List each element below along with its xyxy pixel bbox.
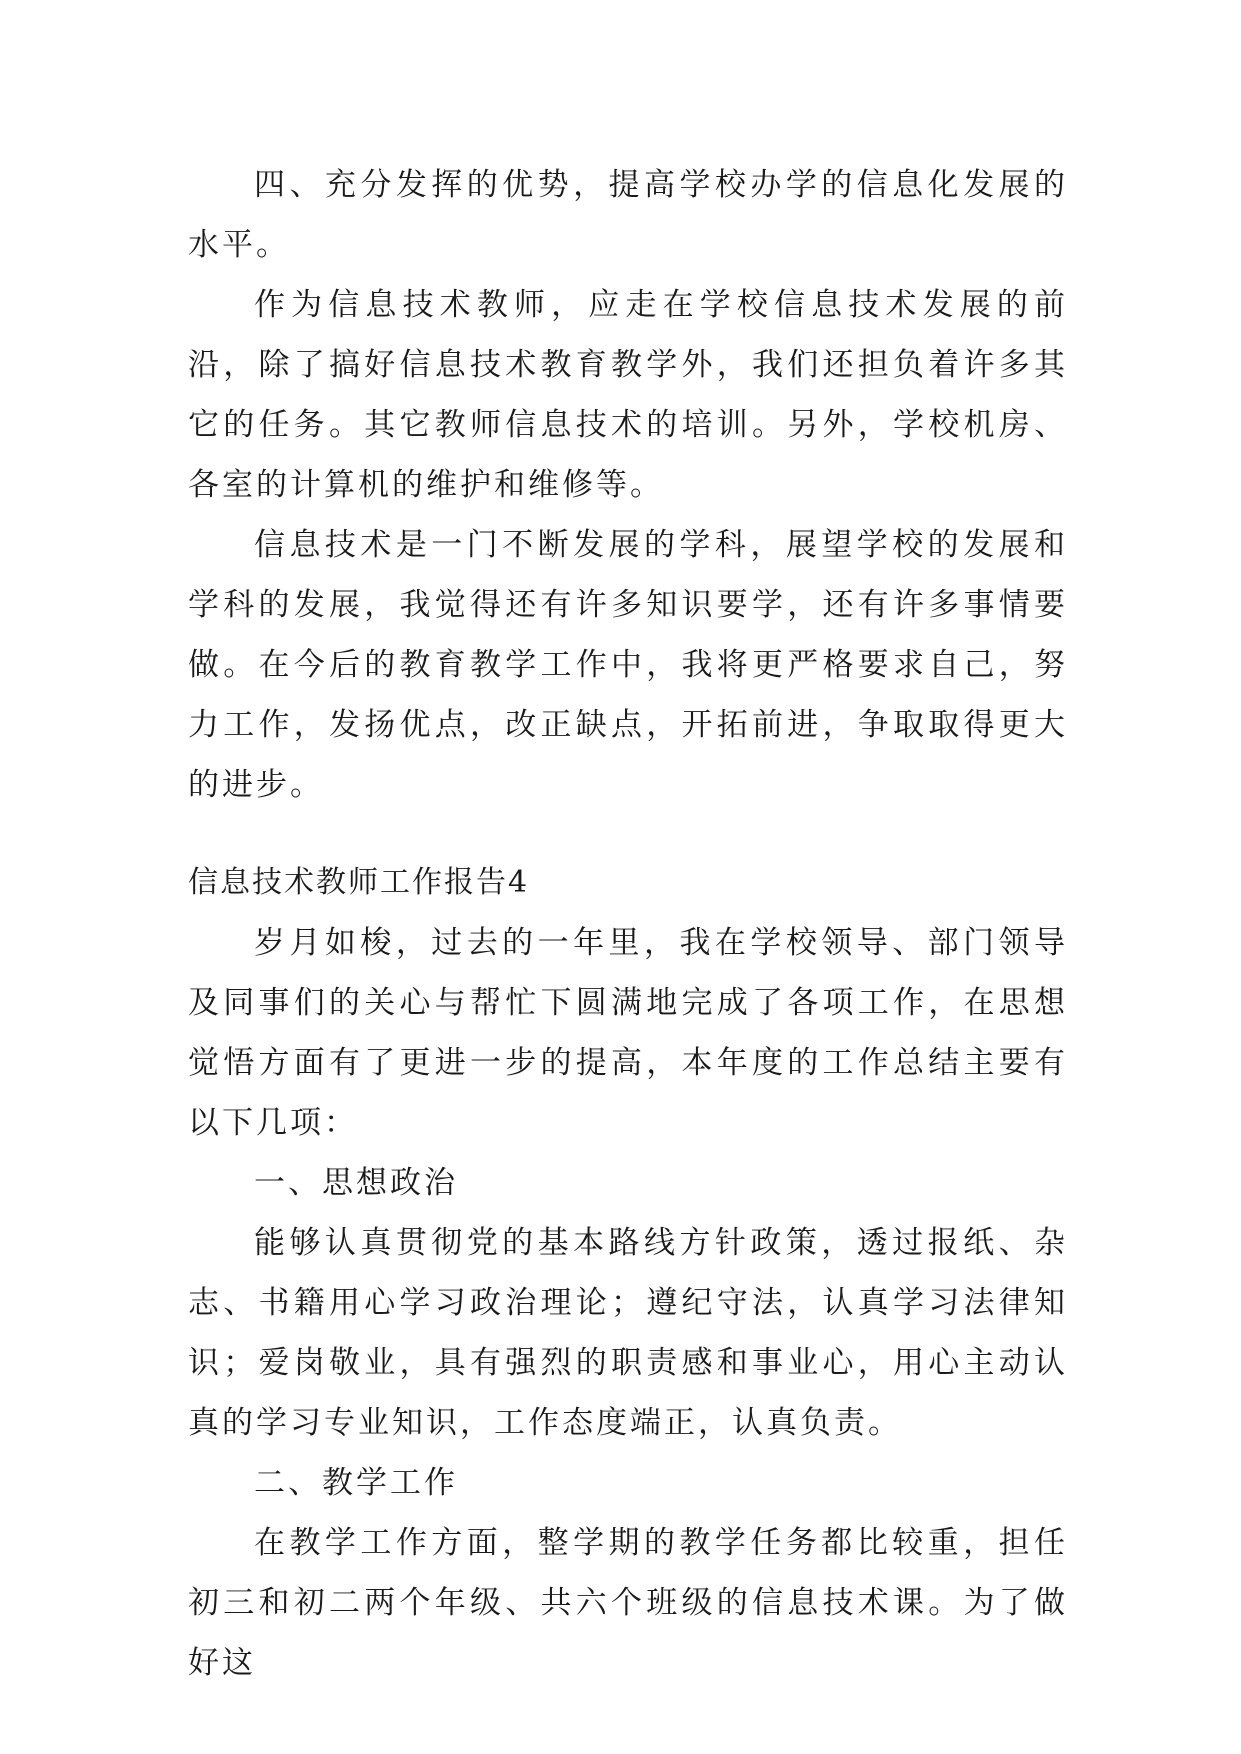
paragraph-year-summary: 岁月如梭，过去的一年里，我在学校领导、部门领导及同事们的关心与帮忙下圆满地完成了各项工作，在思想觉悟方面有了更进一步的提高，本年度的工作总结主要有以下几项： (188, 925, 1068, 1141)
paragraph-ideology: 能够认真贯彻党的基本路线方针政策，透过报纸、杂志、书籍用心学习政治理论；遵纪守法，认真学习法律知识；爱岗敬业，具有强烈的职责感和事业心，用心主动认真的学习专业知识，工作态度端正，认真负责。 (188, 1225, 1068, 1441)
paragraph-it-teacher-duties: 作为信息技术教师，应走在学校信息技术发展的前沿，除了搞好信息技术教育教学外，我们还担负着许多其它的任务。其它教师信息技术的培训。另外，学校机房、各室的计算机的维护和维修等。 (188, 287, 1068, 503)
subheading-teaching: 二、教学工作 (254, 1465, 458, 1501)
subheading-ideology: 一、思想政治 (254, 1165, 458, 1201)
paragraph-teaching: 在教学工作方面，整学期的教学任务都比较重，担任初三和初二两个年级、共六个班级的信息技术课。为了做好这 (188, 1525, 1068, 1681)
paragraph-outlook: 信息技术是一门不断发展的学科，展望学校的发展和学科的发展，我觉得还有许多知识要学，还有许多事情要做。在今后的教育教学工作中，我将更严格要求自己，努力工作，发扬优点，改正缺点，开拓前进，争取取得更大的进步。 (188, 527, 1068, 803)
section-title: 信息技术教师工作报告4 (188, 865, 530, 900)
document-body (188, 155, 1068, 1693)
paragraph-section-four: 四、充分发挥的优势，提高学校办学的信息化发展的水平。 (188, 167, 1068, 263)
